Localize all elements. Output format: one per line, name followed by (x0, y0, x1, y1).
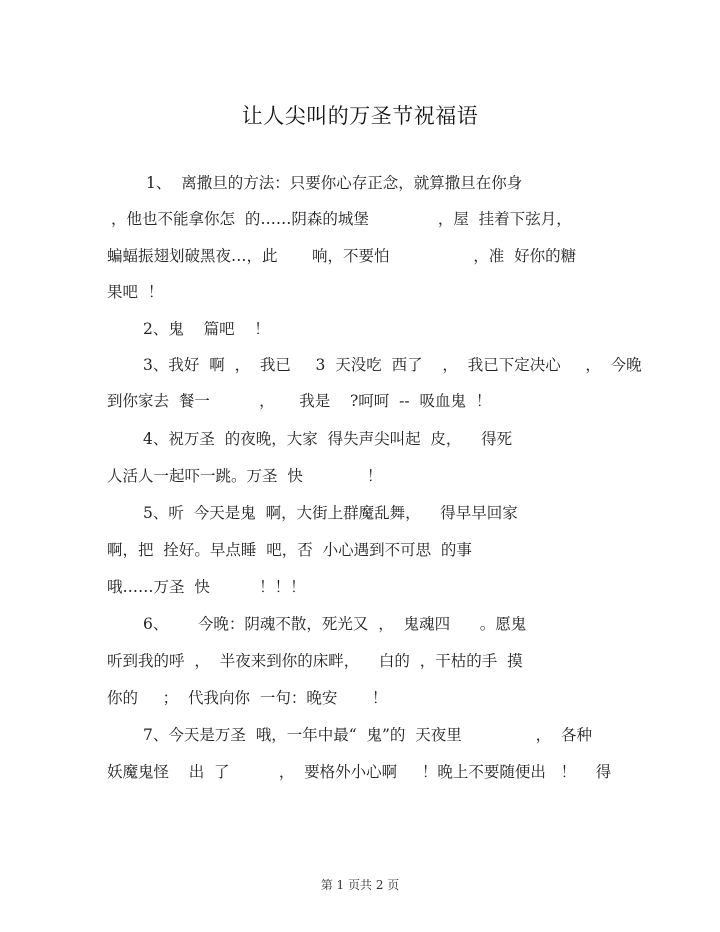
body-line: 你的 ； 代我向你 一句：晚安 ！ (107, 689, 388, 707)
body-line: 妖魔鬼怪 出 了 ， 要格外小心啊 ！晚上不要随便出 ！ 得 (107, 763, 612, 781)
body-line: 蝙蝠振翅划破黑夜…，此 响，不要怕 ，准 好你的糖 (107, 247, 577, 265)
body-line: 哦……万圣 快 ！！！ (107, 578, 306, 596)
document-title: 让人尖叫的万圣节祝福语 (241, 104, 479, 128)
body-line: ，他也不能拿你怎 的……阴森的城堡 ，屋 挂着下弦月， (111, 210, 572, 228)
body-line: 果吧 ！ (107, 283, 164, 301)
body-line: 1、 离撒旦的方法：只要你心存正念，就算撒旦在你身 (146, 174, 523, 192)
body-line: 4、祝万圣 的夜晚，大家 得失声尖叫起 皮， 得死 (143, 430, 513, 448)
body-line: 2、鬼 篇吧 ！ (143, 320, 270, 338)
body-line: 7、今天是万圣 哦，一年中最“ 鬼”的 天夜里 ， 各种 (143, 726, 593, 744)
body-line: 啊，把 拴好。早点睡 吧，否 小心遇到不可思 的事 (107, 541, 472, 559)
body-line: 人活人一起吓一跳。万圣 快 ！ (107, 467, 383, 485)
page-number-footer: 第 1 页共 2 页 (320, 878, 400, 892)
body-line: 3、我好 啊 ， 我已 3 天没吃 西了 ， 我已下定决心 ， 今晚 (143, 356, 642, 374)
body-line: 6、 今晚：阴魂不散，死光又 ， 鬼魂四 。愿鬼 (143, 615, 527, 633)
body-line: 到你家去 餐一 ， 我是 ?呵呵 -- 吸血鬼 ！ (107, 392, 492, 410)
body-line: 听到我的呼 ， 半夜来到你的床畔， 白的 ，干枯的手 摸 (107, 652, 523, 670)
body-line: 5、听 今天是鬼 啊，大街上群魔乱舞， 得早早回家 (143, 504, 518, 522)
